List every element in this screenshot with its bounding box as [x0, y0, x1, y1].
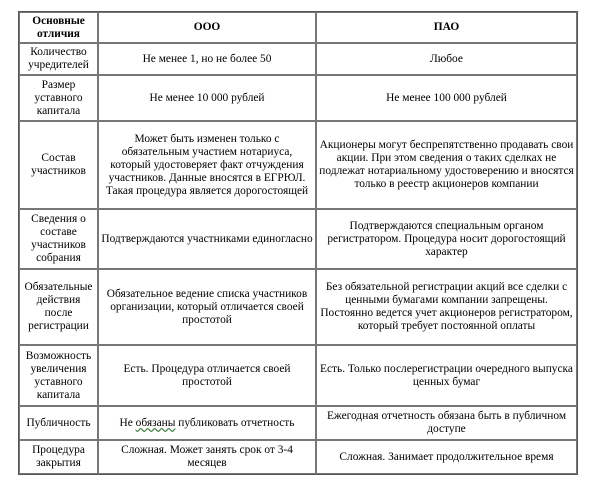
- header-pjsc: ПАО: [316, 12, 577, 43]
- table-row: [19, 406, 577, 440]
- row-criterion: Сведения о составе участников собрания: [19, 209, 98, 269]
- row-llc: Есть. Процедура отличается своей простотой: [98, 345, 316, 406]
- row-llc: Может быть изменен только с обязательным участием нотариуса, который удостоверяет факт отчуждения участников. Данные вносятся в ЕГРЮЛ. Такая процедура является дорогостоящей: [98, 121, 316, 209]
- llc-text-prefix: Не: [119, 416, 136, 429]
- row-criterion: Размер уставного капитала: [19, 75, 98, 121]
- header-llc: ООО: [98, 12, 316, 43]
- row-pjsc: Подтверждаются специальным органом регистратором. Процедура носит дорогостоящий характер: [316, 209, 577, 269]
- row-criterion: Обязательные действия после регистрации: [19, 269, 98, 345]
- header-criterion: Основные отличия: [19, 12, 98, 43]
- table-row: [19, 75, 577, 121]
- row-llc: Сложная. Может занять срок от 3-4 месяцев: [98, 440, 316, 474]
- row-criterion: Количество учредителей: [19, 43, 98, 75]
- row-pjsc: Есть. Только послерегистрации очередного выпуска ценных бумаг: [316, 345, 577, 406]
- row-pjsc: Без обязательной регистрации акций все сделки с ценными бумагами компании запрещены. Постоянно ведется учет акционеров регистратором, который требует постоянной оплаты: [316, 269, 577, 345]
- row-llc: [98, 406, 316, 440]
- row-pjsc: Не менее 100 000 рублей: [316, 75, 577, 121]
- row-criterion: Состав участников: [19, 121, 98, 209]
- row-llc: Обязательное ведение списка участников организации, который отличается своей простотой: [98, 269, 316, 345]
- row-pjsc: Акционеры могут беспрепятственно продавать свои акции. При этом сведения о таких сделках не подлежат нотариальному удостоверению и вносятся только в реестр акционеров компании: [316, 121, 577, 209]
- table-row: [19, 345, 577, 406]
- table-row: [19, 43, 577, 75]
- row-pjsc: Любое: [316, 43, 577, 75]
- table-row: [19, 440, 577, 474]
- row-criterion: Процедура закрытия: [19, 440, 98, 474]
- comparison-table: [18, 11, 578, 475]
- spellcheck-marked-word: обязаны: [135, 416, 176, 429]
- table-row: [19, 121, 577, 209]
- llc-text-suffix: публиковать отчетность: [175, 416, 295, 429]
- row-criterion: Возможность увеличения уставного капитала: [19, 345, 98, 406]
- row-llc: Подтверждаются участниками единогласно: [98, 209, 316, 269]
- row-pjsc: Ежегодная отчетность обязана быть в публичном доступе: [316, 406, 577, 440]
- row-pjsc: Сложная. Занимает продолжительное время: [316, 440, 577, 474]
- row-llc: Не менее 1, но не более 50: [98, 43, 316, 75]
- row-llc: Не менее 10 000 рублей: [98, 75, 316, 121]
- table-header-row: [19, 12, 577, 43]
- row-criterion: Публичность: [19, 406, 98, 440]
- table-row: [19, 209, 577, 269]
- table-row: [19, 269, 577, 345]
